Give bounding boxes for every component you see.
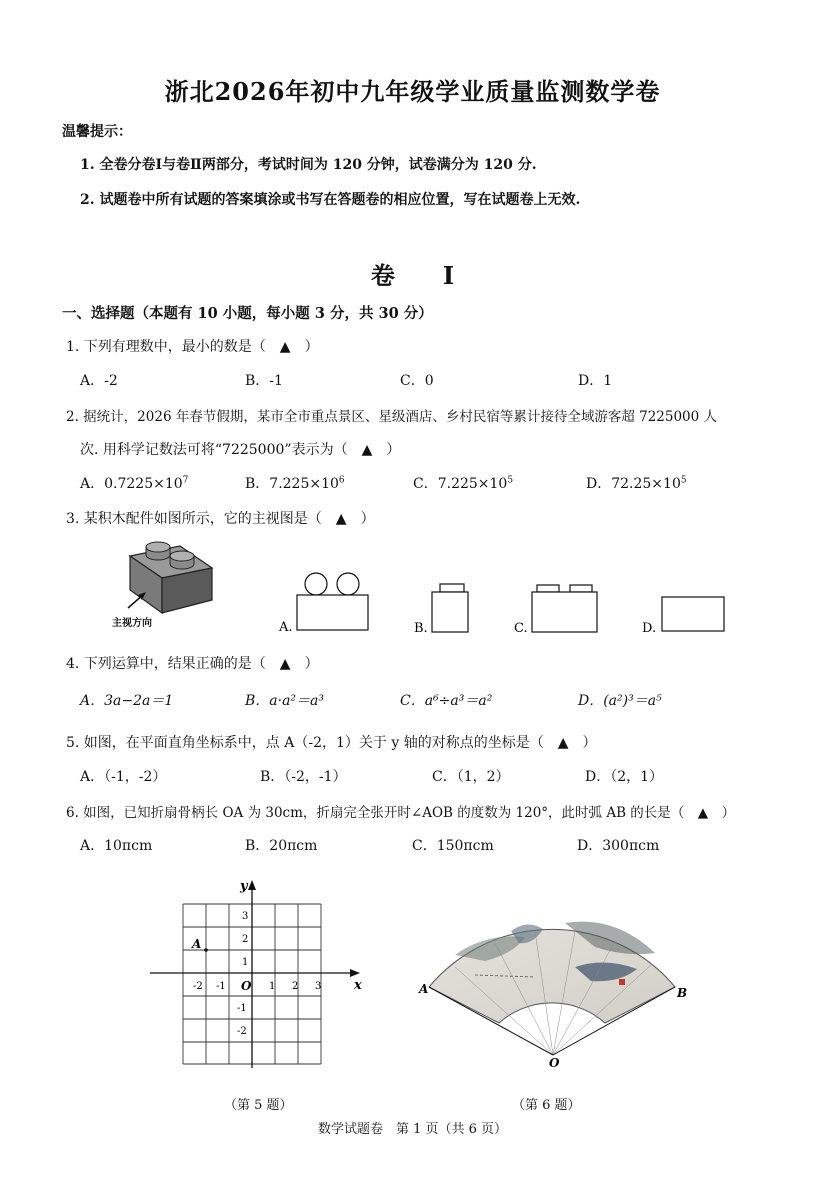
q5-option-d: D．（2，1）	[585, 769, 664, 785]
y-tick-label: 1	[242, 957, 249, 968]
q1-option-a: A．-2	[80, 373, 118, 389]
question-4-stem: 4. 下列运算中，结果正确的是（ ▲ ）	[66, 656, 319, 672]
q3-option-d-label: D.	[642, 621, 657, 636]
q3-option-c-figure	[512, 580, 607, 638]
q4-option-d: D．(a²)³＝a⁵	[578, 693, 662, 709]
view-direction-label: 主视方向	[112, 618, 152, 629]
q4-option-a: A．3a−2a＝1	[80, 693, 174, 709]
volume-title: 卷 Ⅰ	[370, 261, 455, 290]
q3-option-a-figure	[275, 565, 375, 637]
q4-option-b: B．a·a²＝a³	[245, 693, 325, 709]
q6-option-a: A．10πcm	[80, 838, 153, 854]
q3-option-a-label: A.	[279, 620, 293, 635]
question-5-stem: 5. 如图，在平面直角坐标系中，点 A（-2，1）关于 y 轴的对称点的坐标是（ ▲ ）	[66, 735, 597, 751]
lego-brick-figure	[100, 528, 230, 638]
fan-label-b: B	[677, 986, 688, 1000]
q4-option-c: C．a⁶÷a³＝a²	[400, 693, 493, 709]
q3-option-b-label: B.	[414, 621, 428, 636]
x-axis-label: x	[354, 978, 362, 993]
q1-option-c: C．0	[400, 373, 434, 389]
x-tick-label: -1	[216, 981, 226, 992]
question-2-stem-line1: 2. 据统计，2026 年春节假期，某市全市重点景区、星级酒店、乡村民宿等累计接待全域游客超 7225000 人	[66, 409, 718, 425]
q2-option-d: D．$72.25\times 10^5$	[586, 475, 687, 492]
y-tick-label: 2	[242, 934, 249, 945]
section-title: 一、选择题（本题有 10 小题，每小题 3 分，共 30 分）	[62, 305, 433, 322]
seal-stamp	[619, 979, 625, 985]
question-2-stem-line2: 次. 用科学记数法可将“7225000”表示为（ ▲ ）	[80, 442, 401, 458]
origin-label: O	[241, 979, 252, 993]
hint-heading: 温馨提示：	[62, 124, 132, 140]
q2-option-b: B．$7.225\times 10^6$	[245, 475, 345, 492]
q1-option-d: D．1	[578, 373, 613, 389]
folding-fan-figure	[415, 895, 695, 1070]
figure-5-caption: （第 5 题）	[224, 1098, 293, 1113]
y-tick-label: -1	[237, 1003, 247, 1014]
q3-option-c-label: C.	[514, 621, 528, 636]
point-a	[204, 948, 208, 952]
question-1-stem: 1. 下列有理数中，最小的数是（ ▲ ）	[66, 339, 319, 355]
q5-option-c: C．（1，2）	[432, 769, 510, 785]
page-title: 浙北2026年初中九年级学业质量监测数学卷	[164, 77, 661, 106]
x-tick-label: 1	[269, 981, 276, 992]
question-3-stem: 3. 某积木配件如图所示，它的主视图是（ ▲ ）	[66, 511, 375, 527]
fan-label-o: O	[549, 1056, 560, 1070]
fan-label-a: A	[419, 982, 429, 996]
q2-option-a: A．$0.7225\times 10^7$	[80, 475, 189, 492]
x-tick-label: -2	[193, 981, 203, 992]
coordinate-grid-figure	[140, 872, 380, 1072]
q6-option-d: D．300πcm	[577, 838, 660, 854]
q1-option-b: B．-1	[245, 373, 283, 389]
q6-option-c: C．150πcm	[412, 838, 494, 854]
page-footer: 数学试题卷 第 1 页（共 6 页）	[317, 1122, 508, 1137]
x-tick-label: 2	[292, 981, 299, 992]
hint-item-1: 1. 全卷分卷Ⅰ与卷Ⅱ两部分，考试时间为 120 分钟，试卷满分为 120 分.	[80, 157, 537, 173]
y-tick-label: -2	[237, 1026, 247, 1037]
y-tick-label: 3	[242, 911, 249, 922]
question-6-stem: 6. 如图，已知折扇骨柄长 OA 为 30cm，折扇完全张开时∠AOB 的度数为 120°，此时弧 AB 的长是（ ▲ ）	[66, 805, 736, 821]
q2-option-c: C．$7.225\times 10^5$	[413, 475, 514, 492]
point-a-label: A	[192, 937, 202, 951]
hint-item-2: 2. 试题卷中所有试题的答案填涂或书写在答题卷的相应位置，写在试题卷上无效.	[80, 192, 581, 208]
q5-option-a: A．（-1，-2）	[80, 769, 167, 785]
figure-6-caption: （第 6 题）	[512, 1098, 581, 1113]
y-axis-label: y	[240, 879, 248, 894]
q3-option-d-figure	[640, 592, 730, 638]
q5-option-b: B．（-2，-1）	[260, 769, 347, 785]
x-tick-label: 3	[315, 981, 322, 992]
q3-option-b-figure	[412, 580, 482, 638]
q6-option-b: B．20πcm	[245, 838, 318, 854]
